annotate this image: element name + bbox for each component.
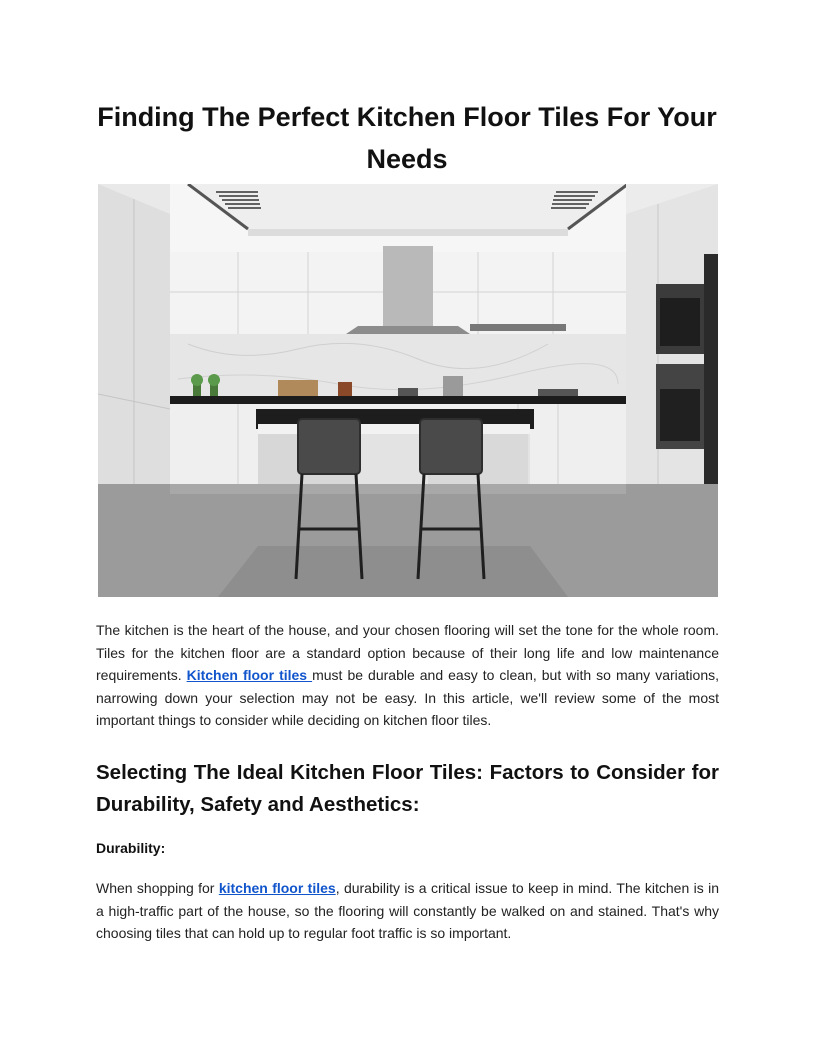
kitchen-floor-tiles-link[interactable]: Kitchen floor tiles bbox=[186, 667, 313, 683]
page-title: Finding The Perfect Kitchen Floor Tiles For Your Needs bbox=[97, 102, 717, 174]
subsection-heading-durability: Durability: bbox=[96, 840, 166, 856]
kitchen-floor-tiles-link-2[interactable]: kitchen floor tiles bbox=[218, 880, 336, 896]
intro-paragraph bbox=[96, 619, 719, 732]
durability-paragraph bbox=[96, 877, 719, 945]
durability-text-end: , durability is a critical issue to keep in mind. The kitchen is in a high-traffic part of the house, so the flooring will constantly be walked on and stained. That's why choosing tiles that can hold up to regular foot traffic is so important. bbox=[96, 880, 719, 941]
section-heading: Selecting The Ideal Kitchen Floor Tiles: Factors to Consider for Durability, Safety and Aesthetics: bbox=[96, 761, 719, 816]
kitchen-hero-image bbox=[98, 184, 718, 597]
intro-text-start: The kitchen is the heart of the house, and your chosen flooring will set the tone for the whole room. Tiles for the kitchen floor are a standard option because of their long life and low maintenance requirements. bbox=[96, 622, 719, 683]
durability-text-start: When shopping for bbox=[96, 880, 219, 896]
intro-text-end: must be durable and easy to clean, but with so many variations, narrowing down your selection may not be easy. In this article, we'll review some of the most important things to consider while deciding on kitchen floor tiles. bbox=[96, 667, 719, 728]
